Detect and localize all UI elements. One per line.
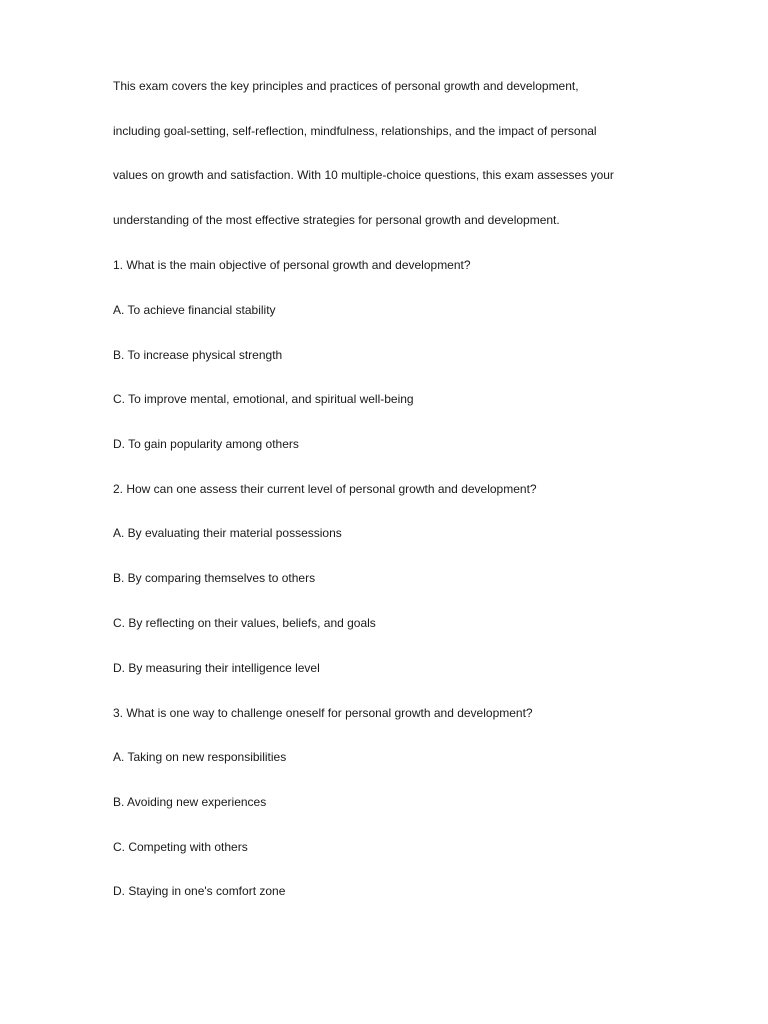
question-3-option-c: C. Competing with others [113, 840, 248, 854]
question-2-option-a: A. By evaluating their material possessions [113, 526, 342, 540]
question-1-option-d: D. To gain popularity among others [113, 437, 299, 451]
question-1-text: 1. What is the main objective of personal growth and development? [113, 258, 471, 272]
question-3-option-d: D. Staying in one's comfort zone [113, 884, 286, 898]
intro-line: understanding of the most effective strategies for personal growth and development. [113, 213, 560, 227]
question-3-option-b: B. Avoiding new experiences [113, 795, 267, 809]
question-1-option-c: C. To improve mental, emotional, and spiritual well-being [113, 392, 414, 406]
question-2-option-d: D. By measuring their intelligence level [113, 661, 320, 675]
question-2-option-c: C. By reflecting on their values, beliefs, and goals [113, 616, 376, 630]
question-3-option-a: A. Taking on new responsibilities [113, 750, 287, 764]
question-3-text: 3. What is one way to challenge oneself for personal growth and development? [113, 706, 533, 720]
intro-line: This exam covers the key principles and practices of personal growth and development, [113, 79, 579, 93]
intro-line: including goal-setting, self-reflection, mindfulness, relationships, and the impact of personal [113, 124, 597, 138]
question-1-option-b: B. To increase physical strength [113, 348, 283, 362]
question-2-text: 2. How can one assess their current level of personal growth and development? [113, 482, 537, 496]
question-1-option-a: A. To achieve financial stability [113, 303, 276, 317]
intro-line: values on growth and satisfaction. With 10 multiple-choice questions, this exam assesses your [113, 168, 614, 182]
question-2-option-b: B. By comparing themselves to others [113, 571, 316, 585]
